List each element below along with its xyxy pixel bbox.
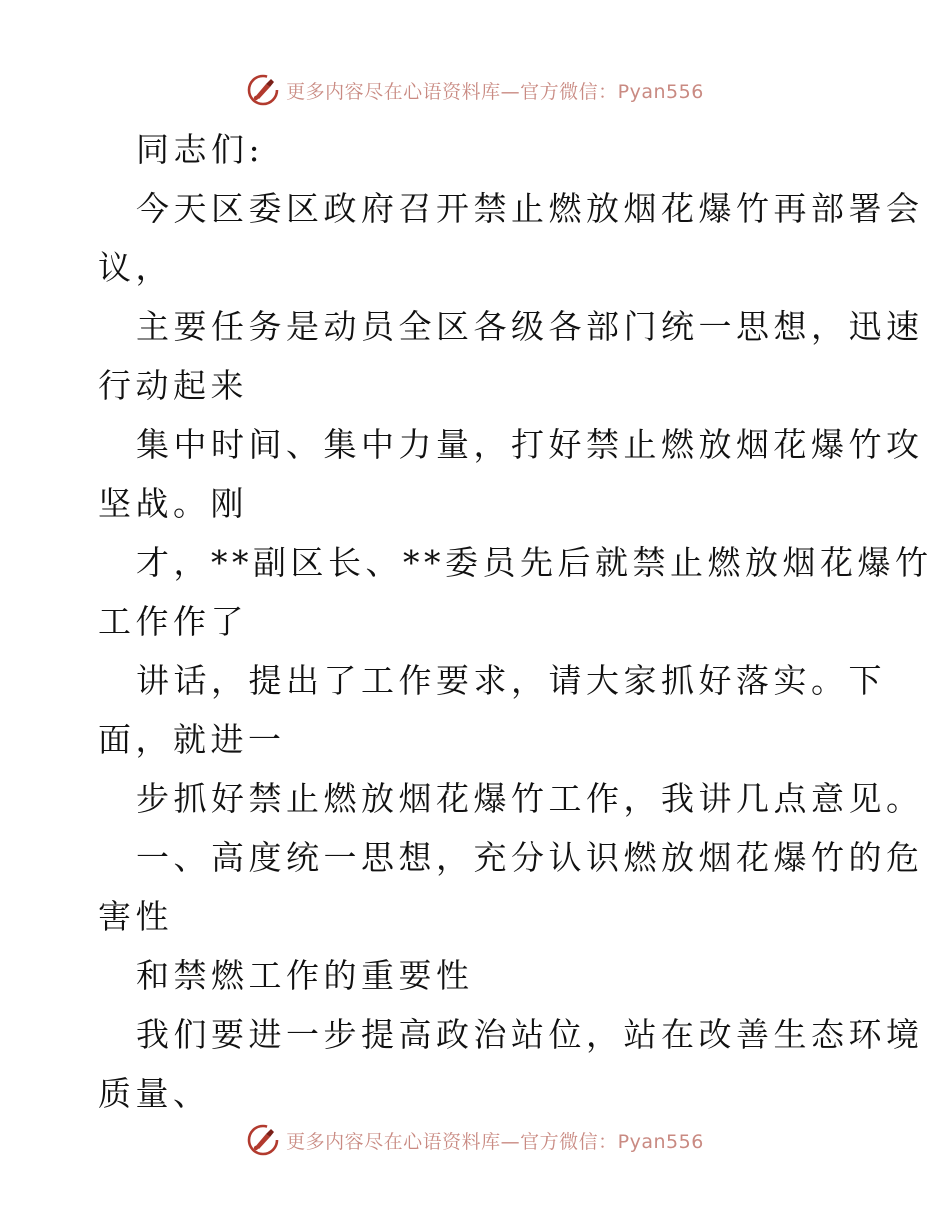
document-body	[98, 120, 933, 1123]
text-line: 步抓好禁止燃放烟花爆竹工作，我讲几点意见。	[136, 779, 924, 818]
header-watermark	[0, 70, 950, 110]
text-line: 工作作了	[98, 602, 248, 641]
text-line: 集中时间、集中力量，打好禁止燃放烟花爆竹攻	[136, 425, 924, 464]
text-line: 害性	[98, 897, 173, 936]
watermark-text: 更多内容尽在心语资料库—官方微信：Pyan556	[286, 1130, 704, 1153]
text-line: 今天区委区政府召开禁止燃放烟花爆竹再部署会	[136, 189, 924, 228]
text-line: 议，	[98, 248, 173, 287]
text-line: 一、高度统一思想，充分认识燃放烟花爆竹的危	[136, 838, 924, 877]
watermark-text: 更多内容尽在心语资料库—官方微信：Pyan556	[286, 80, 704, 103]
text-line: 质量、	[98, 1074, 211, 1113]
brush-logo-icon	[246, 73, 280, 107]
text-line: 行动起来	[98, 366, 248, 405]
text-line: 讲话，提出了工作要求，请大家抓好落实。下	[136, 661, 886, 700]
text-line: 同志们:	[136, 130, 265, 169]
brush-logo-icon	[246, 1123, 280, 1157]
text-line: 坚战。刚	[98, 484, 248, 523]
text-line: 我们要进一步提高政治站位，站在改善生态环境	[136, 1015, 924, 1054]
footer-watermark	[0, 1120, 950, 1160]
text-line: 主要任务是动员全区各级各部门统一思想，迅速	[136, 307, 924, 346]
text-line: 面，就进一	[98, 720, 286, 759]
text-line: 才，**副区长、**委员先后就禁止燃放烟花爆竹	[136, 543, 933, 582]
text-line: 和禁燃工作的重要性	[136, 956, 474, 995]
